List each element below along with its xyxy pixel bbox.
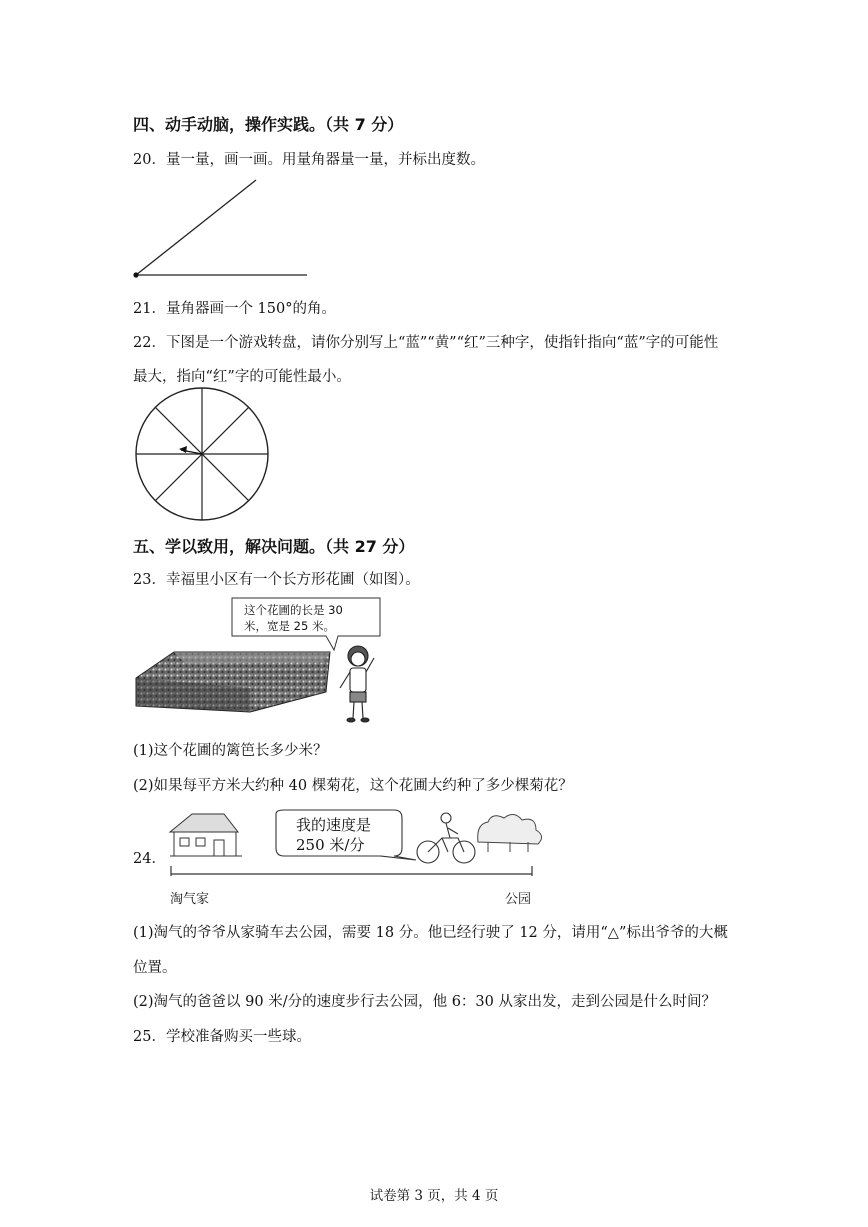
house-icon [170,814,242,856]
label-park: 公园 [505,892,532,907]
section-5-heading: 五、学以致用，解决问题。（共 27 分） [133,537,415,556]
page-footer: 试卷第 3 页，共 4 页 [369,1188,499,1204]
spinner-wheel [134,386,270,522]
q24-bubble-line-1: 我的速度是 [296,816,372,834]
flower-bed [136,652,330,712]
section-4-heading: 四、动手动脑，操作实践。（共 7 分） [133,115,404,134]
question-24-sub-1-line-1: (1)淘气的爷爷从家骑车去公园，需要 18 分。他已经行驶了 12 分，请用“△”标出爷爷的大概 [133,925,728,941]
question-23-sub-1: (1)这个花圃的篱笆长多少米？ [133,743,328,759]
angle-figure [130,178,315,283]
q23-bubble-line-1: 这个花圃的长是 30 [244,603,343,617]
label-home: 淘气家 [170,892,210,907]
question-24-number: 24． [133,851,166,867]
q23-bubble-line-2: 米，宽是 25 米。 [244,619,335,633]
question-22-line-2: 最大，指向“红”字的可能性最小。 [133,369,351,385]
bicycle-icon [417,813,475,863]
question-23: 23．幸福里小区有一个长方形花圃（如图）。 [133,572,420,588]
park-trees-icon [478,814,542,852]
q24-bubble-line-2: 250 米/分 [296,836,365,854]
question-20: 20．量一量，画一画。用量角器量一量，并标出度数。 [133,152,485,168]
question-22-line-1: 22．下图是一个游戏转盘，请你分别写上“蓝”“黄”“红”三种字，使指针指向“蓝”字的可能性 [133,335,719,351]
question-21: 21．量角器画一个 150°的角。 [133,301,336,317]
question-25: 25．学校准备购买一些球。 [133,1029,311,1045]
route-line [171,866,532,876]
question-23-sub-2: (2)如果每平方米大约种 40 棵菊花，这个花圃大约种了多少棵菊花？ [133,778,573,794]
question-24-sub-1-line-2: 位置。 [133,960,177,976]
boy-figure [340,646,374,722]
question-24-sub-2: (2)淘气的爸爸以 90 米/分的速度步行去公园，他 6：30 从家出发，走到公园是什么时间？ [133,994,716,1010]
